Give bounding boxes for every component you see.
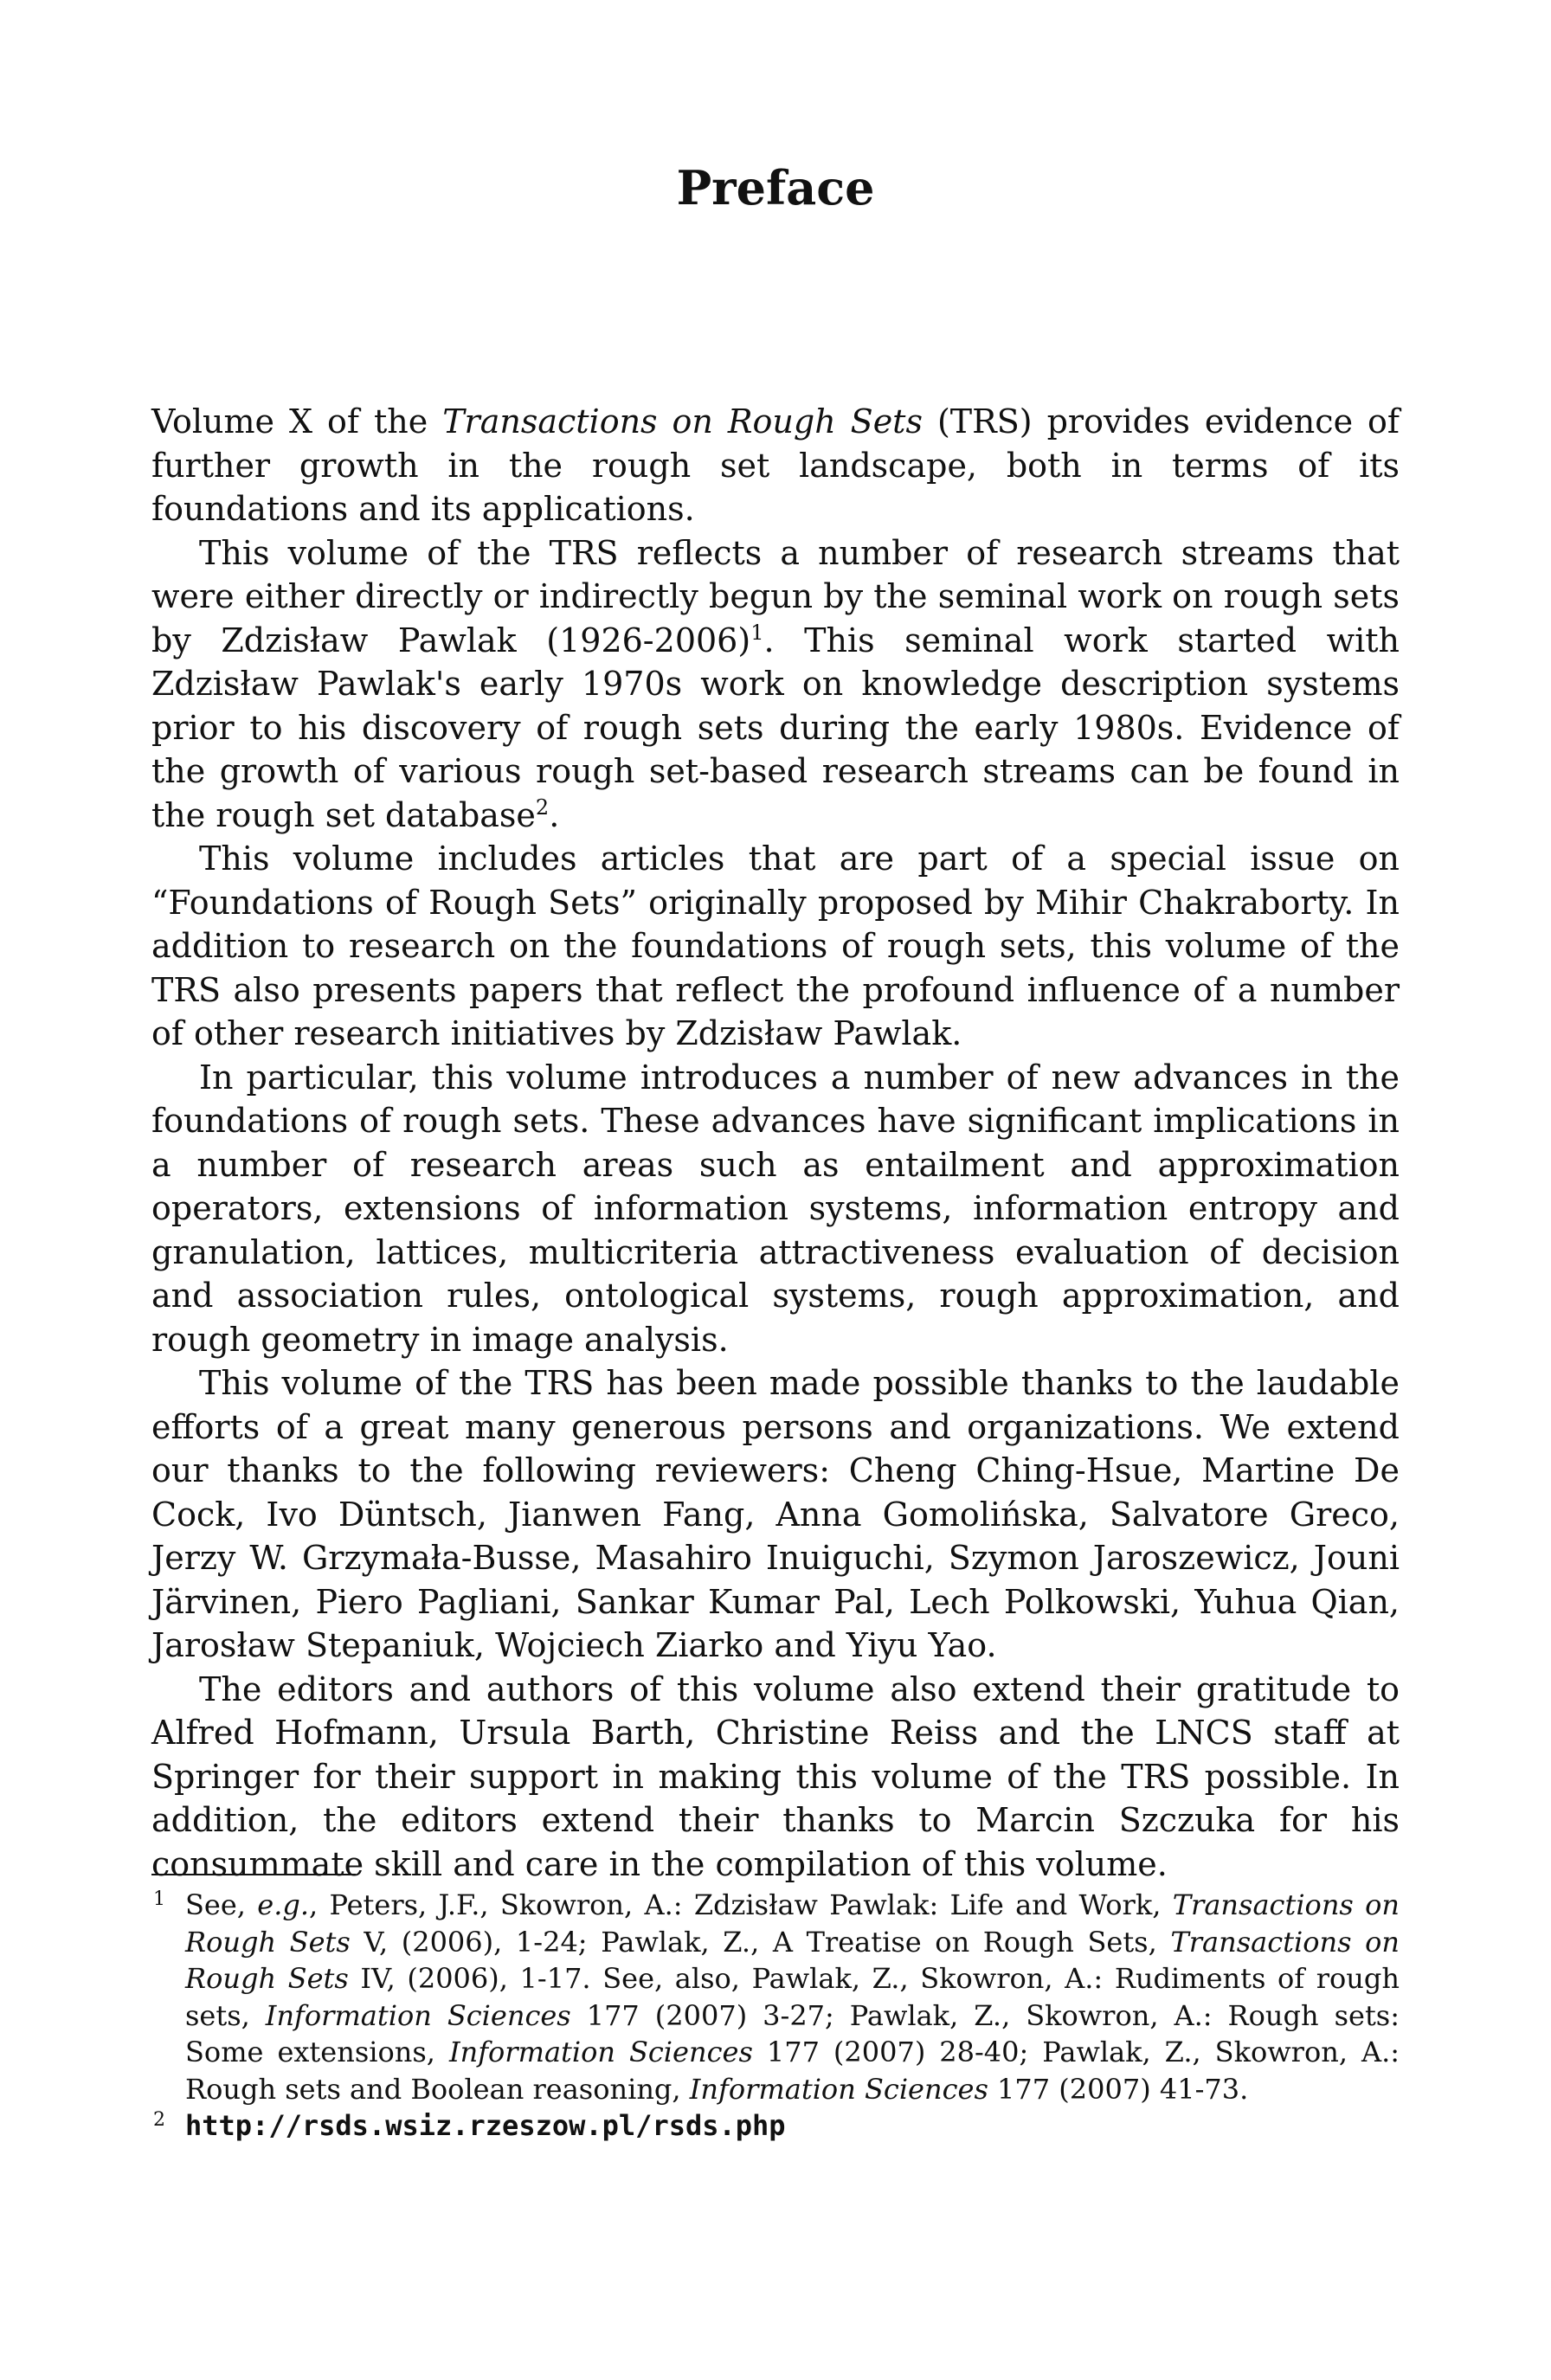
p1-text-a: Volume X of the bbox=[151, 402, 443, 441]
fn1-text-7: 177 (2007) 41-73. bbox=[988, 2072, 1249, 2106]
fn1-text-5: 177 (2007) 3-27; Pawlak, Z., Skowron, A.: Rough sets: Some extensions, bbox=[185, 1998, 1400, 2068]
fn1-italic-2: Transactions on Rough Sets bbox=[185, 1888, 1400, 1959]
fn1-text-6: 177 (2007) 28-40; Pawlak, Z., Skowron, A.: Rough sets and Boolean reasoning, bbox=[185, 2036, 1400, 2106]
p2-text-c: . bbox=[549, 795, 560, 834]
footnote-2 bbox=[151, 2107, 1400, 2145]
footnote-2-mark: 2 bbox=[153, 2109, 165, 2131]
paragraph-6: The editors and authors of this volume also extend their gratitude to Alfred Hofmann, Ursula Barth, Christine Reiss and the LNCS staff at Springer for their support in making this volume of the TRS possible. In addition, the editors extend their thanks to Marcin Szczuka for his consummate skill and care in the compilation of this volume. bbox=[151, 1669, 1400, 1883]
paragraph-2 bbox=[151, 531, 1400, 838]
fn1-text-3: V, (2006), 1-24; Pawlak, Z., A Treatise on Rough Sets, bbox=[350, 1925, 1171, 1959]
p1-text-c: (TRS) provides evidence of further growth in the rough set landscape, both in terms of its foundations and its applications. bbox=[151, 402, 1400, 528]
fn1-italic-3: Transactions on Rough Sets bbox=[185, 1925, 1400, 1995]
paragraph-1 bbox=[151, 400, 1400, 531]
fn1-text-1: See, bbox=[185, 1888, 258, 1921]
paragraph-5: This volume of the TRS has been made possible thanks to the laudable efforts of a great many generous persons and organizations. We extend our thanks to the following reviewers: Cheng Ching-Hsue, Martine De Cock, Ivo Düntsch, Jianwen Fang, Anna Gomolińska, Salvatore Greco, Jerzy W. Grzymała-Busse, Masahiro Inuiguchi, Szymon Jaroszewicz, Jouni Järvinen, Piero Pagliani, Sankar Kumar Pal, Lech Polkowski, Yuhua Qian, Jarosław Stepaniuk, Wojciech Ziarko and Yiyu Yao. bbox=[151, 1364, 1400, 1664]
fn1-text-4: IV, (2006), 1-17. See, also, Pawlak, Z., Skowron, A.: Rudiments of rough sets, bbox=[185, 1962, 1400, 2032]
fn1-italic-5: Information Sciences bbox=[448, 2036, 753, 2068]
footnote-1 bbox=[151, 1887, 1400, 2107]
footnote-2-url[interactable]: http://rsds.wsiz.rzeszow.pl/rsds.php bbox=[185, 2109, 786, 2142]
footnote-divider bbox=[151, 1874, 356, 1875]
page-title: Preface bbox=[676, 160, 875, 215]
fn1-text-2: , Peters, J.F., Skowron, A.: Zdzisław Pawlak: Life and Work, bbox=[309, 1888, 1173, 1921]
paragraph-3: This volume includes articles that are part of a special issue on “Foundations of Rough Sets” originally proposed by Mihir Chakraborty. In addition to research on the foundations of rough sets, this volume of the TRS also presents papers that reflect the profound influence of a number of other research initiatives by Zdzisław Pawlak. bbox=[151, 839, 1400, 1052]
paragraph-4: In particular, this volume introduces a number of new advances in the foundations of rough sets. These advances have significant implications in a number of research areas such as entailment and approximation operators, extensions of information systems, information entropy and granulation, lattices, multicriteria attractiveness evaluation of decision and association rules, ontological systems, rough approximation, and rough geometry in image analysis. bbox=[151, 1058, 1400, 1359]
p2-text-b: . This seminal work started with Zdzisław Pawlak's early 1970s work on knowledge description systems prior to his discovery of rough sets during the early 1980s. Evidence of the growth of various rough set-based research streams can be found in the rough set database bbox=[151, 621, 1400, 834]
p1-journal-title: Transactions on Rough Sets bbox=[442, 402, 923, 441]
p2-text-a: This volume of the TRS reflects a number of research streams that were either directly or indirectly begun by the seminal work on rough sets by Zdzisław Pawlak (1926-2006) bbox=[151, 533, 1400, 659]
fn1-italic-6: Information Sciences bbox=[689, 2072, 988, 2106]
preface-body bbox=[151, 400, 1400, 1886]
footnotes bbox=[151, 1887, 1400, 2145]
footnote-ref-2[interactable]: 2 bbox=[535, 794, 550, 820]
fn1-italic-4: Information Sciences bbox=[265, 1998, 571, 2032]
footnote-1-mark: 1 bbox=[153, 1888, 165, 1910]
footnote-ref-1[interactable]: 1 bbox=[750, 620, 764, 645]
fn1-italic-1: e.g. bbox=[257, 1888, 310, 1921]
